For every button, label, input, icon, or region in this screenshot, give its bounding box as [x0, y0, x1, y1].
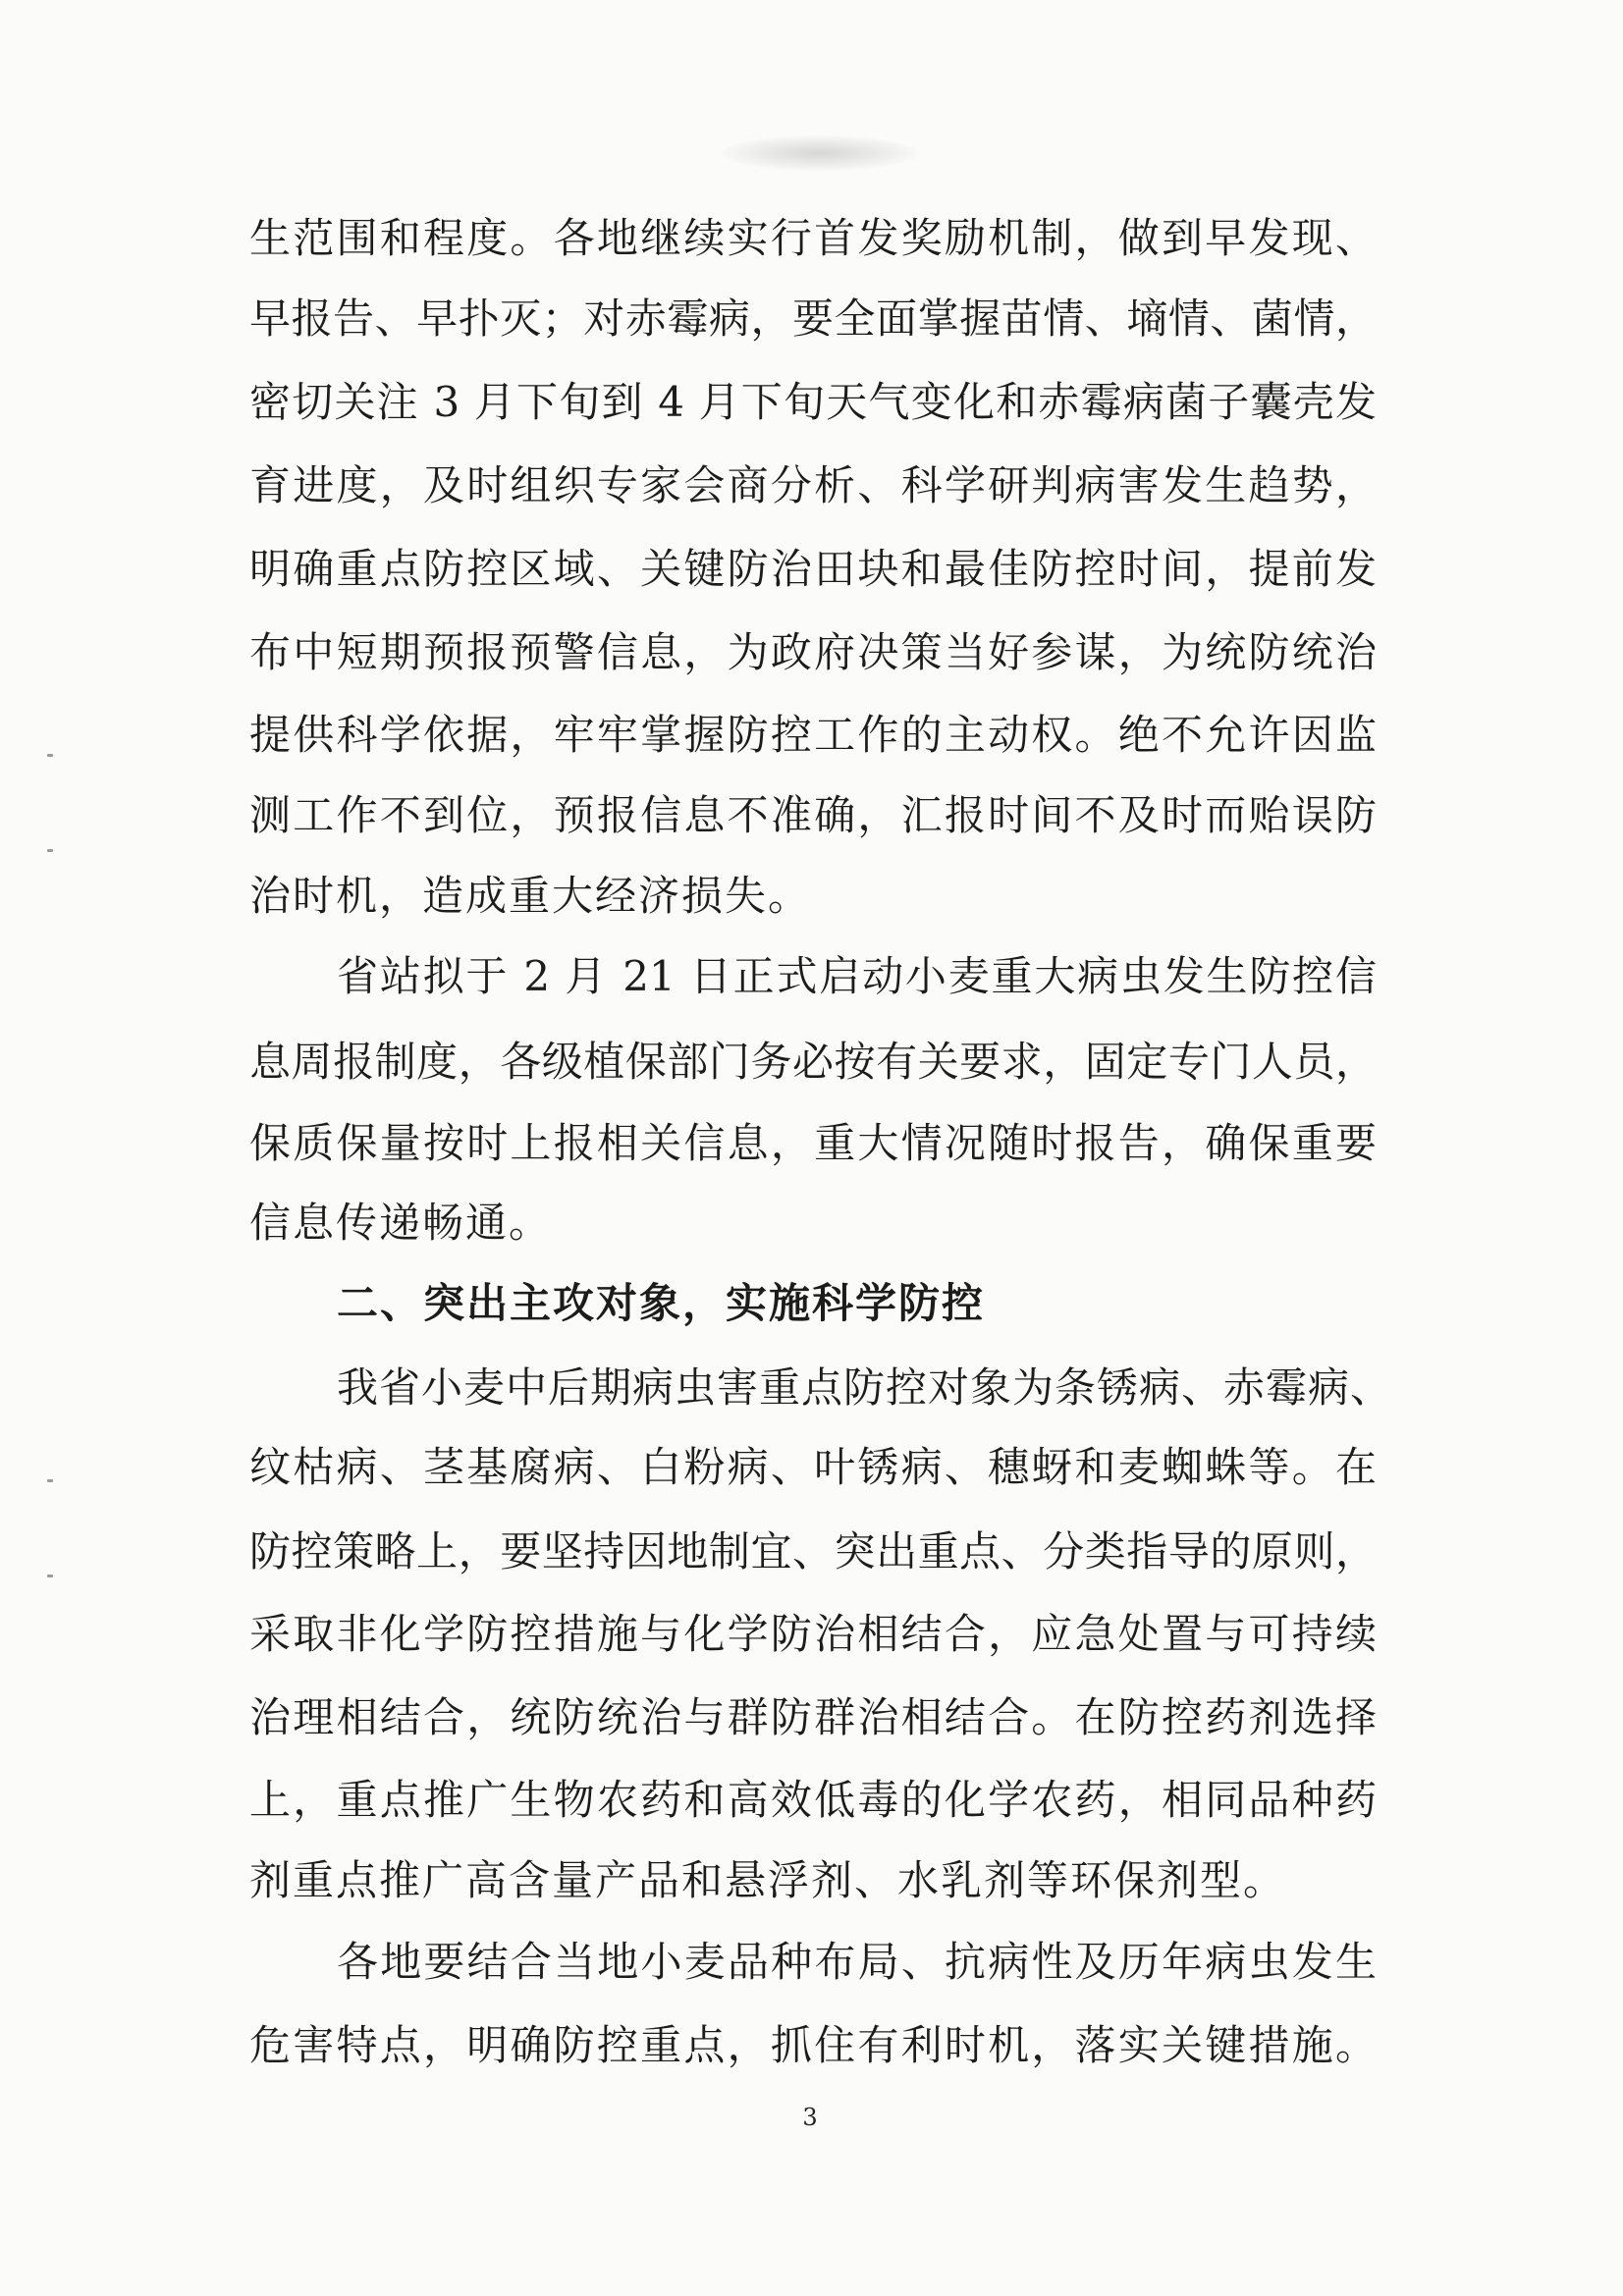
page-number: 3	[802, 2104, 818, 2131]
text-line: 早报告、早扑灭；对赤霉病，要全面掌握苗情、墒情、菌情，	[249, 294, 1377, 343]
text-line: 育进度，及时组织专家会商分析、科学研判病害发生趋势，	[249, 461, 1377, 509]
text-line: 信息传递畅通。	[249, 1199, 553, 1247]
text-line: 测工作不到位，预报信息不准确，汇报时间不及时而贻误防	[249, 791, 1377, 839]
text-line: 治理相结合，统防统治与群防群治相结合。在防控药剂选择	[249, 1693, 1377, 1741]
text-line: 提供科学依据，牢牢掌握防控工作的主动权。绝不允许因监	[249, 711, 1377, 759]
text-line: 上，重点推广生物农药和高效低毒的化学农药，相同品种药	[249, 1776, 1377, 1824]
text-line: 息周报制度，各级植保部门务必按有关要求，固定专门人员，	[249, 1038, 1377, 1086]
scan-smudge	[722, 135, 918, 171]
text-line: 生范围和程度。各地继续实行首发奖励机制，做到早发现、	[249, 214, 1377, 262]
binding-mark	[47, 1479, 53, 1482]
text-line: 明确重点防控区域、关键防治田块和最佳防控时间，提前发	[249, 545, 1377, 593]
text-line: 保质保量按时上报相关信息，重大情况随时报告，确保重要	[249, 1119, 1377, 1167]
binding-mark	[47, 1575, 53, 1577]
text-line: 剂重点推广高含量产品和悬浮剂、水乳剂等环保剂型。	[249, 1856, 1287, 1904]
text-line: 治时机，造成重大经济损失。	[249, 872, 812, 920]
paragraph-first-line: 省站拟于 2 月 21 日正式启动小麦重大病虫发生防控信	[337, 952, 1377, 1000]
binding-mark	[47, 849, 53, 852]
binding-mark	[47, 754, 53, 757]
text-line: 采取非化学防控措施与化学防治相结合，应急处置与可持续	[249, 1610, 1377, 1658]
section-heading: 二、突出主攻对象，实施科学防控	[337, 1279, 986, 1327]
paragraph-first-line: 我省小麦中后期病虫害重点防控对象为条锈病、赤霉病、	[337, 1363, 1391, 1412]
text-line: 布中短期预报预警信息，为政府决策当好参谋，为统防统治	[249, 628, 1377, 676]
text-line: 危害特点，明确防控重点，抓住有利时机，落实关键措施。	[249, 2021, 1377, 2069]
text-line: 纹枯病、茎基腐病、白粉病、叶锈病、穗蚜和麦蜘蛛等。在	[249, 1443, 1377, 1491]
text-line: 密切关注 3 月下旬到 4 月下旬天气变化和赤霉病菌子囊壳发	[249, 378, 1377, 426]
text-line: 防控策略上，要坚持因地制宜、突出重点、分类指导的原则，	[249, 1527, 1377, 1575]
paragraph-first-line: 各地要结合当地小麦品种布局、抗病性及历年病虫发生	[337, 1938, 1377, 1986]
